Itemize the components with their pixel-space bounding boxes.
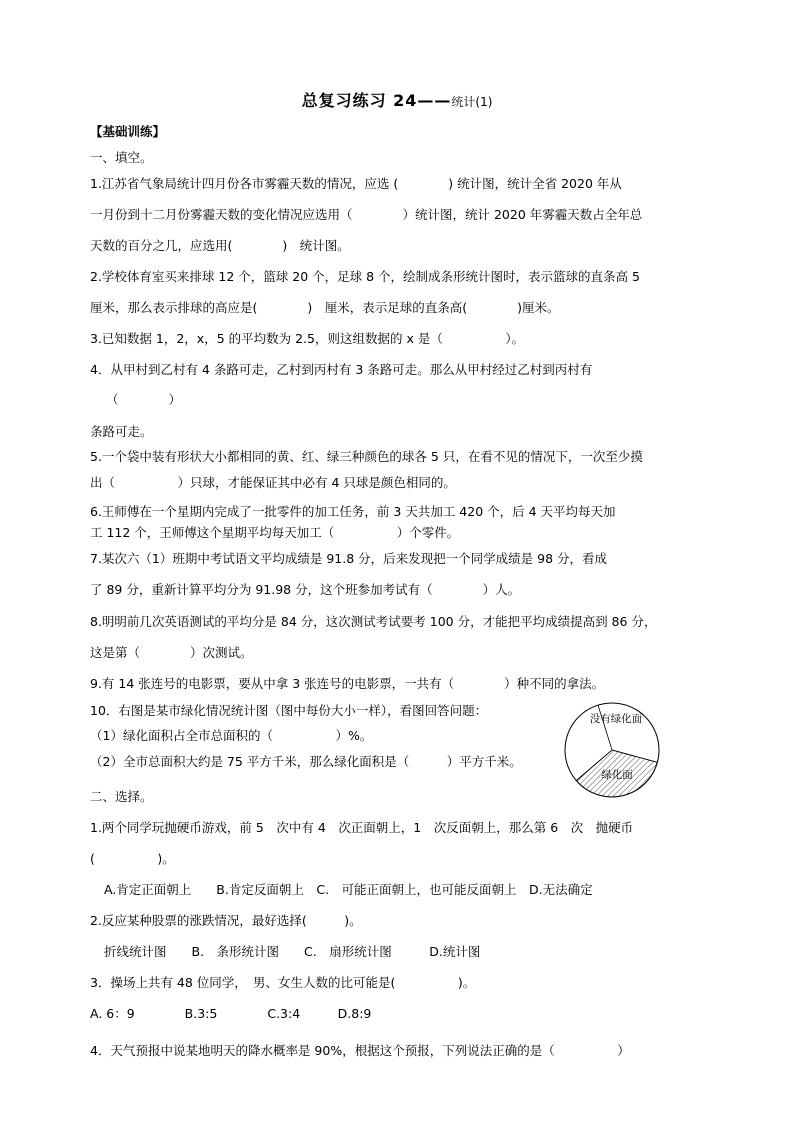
choice1-line1: 1.两个同学玩抛硬币游戏，前 5 次中有 4 次正面朝上，1 次反面朝上，那么第 6 次 抛硬币	[90, 820, 634, 835]
q4-line2: （ ）	[106, 392, 182, 407]
q7-line2: 了 89 分，重新计算平均分为 91.98 分，这个班参加考试有（ ）人。	[90, 582, 521, 597]
pie-label-non-greening: 没有绿化面	[589, 713, 643, 725]
pie-label-greening: 绿化面	[601, 769, 633, 781]
q10-line1: 10．右图是某市绿化情况统计图（图中每份大小一样），看图回答问题：	[90, 703, 488, 718]
q6-line2: 工 112 个，王师傅这个星期平均每天加工（ ）个零件。	[90, 525, 460, 540]
part1-heading: 一、填空。	[90, 150, 153, 165]
q5-line1: 5.一个袋中装有形状大小都相同的黄、红、绿三种颜色的球各 5 只，在看不见的情况下，一次至少摸	[90, 449, 643, 464]
title-main: 总复习练习 24——	[301, 91, 452, 110]
q8-line1: 8.明明前几次英语测试的平均分是 84 分，这次测试考试要考 100 分，才能把平均成绩提高到 86 分，	[90, 614, 657, 629]
choice1-line2: ( )。	[90, 851, 175, 866]
choice3-line: 3．操场上共有 48 位同学， 男、女生人数的比可能是( )。	[90, 975, 476, 990]
title-sub: 统计(1)	[451, 95, 493, 109]
q10-line3: （2）全市总面积大约是 75 平方千米，那么绿化面积是（ ）平方千米。	[90, 754, 522, 769]
choice4-line: 4．天气预报中说某地明天的降水概率是 90%，根据这个预报，下列说法正确的是（ ）	[90, 1043, 630, 1058]
q10-line2: （1）绿化面积占全市总面积的（ ）%。	[90, 728, 373, 743]
q4-line1: 4．从甲村到乙村有 4 条路可走，乙村到丙村有 3 条路可走。那么从甲村经过乙村到丙村有	[90, 362, 593, 377]
page-title	[0, 88, 794, 111]
choice2-options: 折线统计图 B. 条形统计图 C. 扇形统计图 D.统计图	[104, 944, 481, 959]
q3-line: 3.已知数据 1，2，x，5 的平均数为 2.5，则这组数据的 x 是（ ）。	[90, 331, 525, 346]
q7-line1: 7.某次六（1）班期中考试语文平均成绩是 91.8 分，后来发现把一个同学成绩是 98 分，看成	[90, 551, 608, 566]
q2-line2: 厘米，那么表示排球的高应是( ) 厘米，表示足球的直条高( )厘米。	[90, 300, 560, 315]
q1-line3: 天数的百分之几，应选用( ) 统计图。	[90, 238, 350, 253]
part2-heading: 二、选择。	[90, 789, 153, 804]
q2-line1: 2.学校体育室买来排球 12 个，篮球 20 个，足球 8 个，绘制成条形统计图时，表示篮球的直条高 5	[90, 269, 640, 284]
q4-line3: 条路可走。	[90, 424, 153, 439]
greening-pie-chart	[562, 700, 662, 800]
section-basic-heading: 【基础训练】	[90, 124, 166, 139]
choice2-line: 2.反应某种股票的涨跌情况，最好选择( )。	[90, 913, 362, 928]
q1-line1: 1.江苏省气象局统计四月份各市雾霾天数的情况，应选 ( ) 统计图，统计全省 2020 年从	[90, 176, 622, 191]
q6-line1: 6.王师傅在一个星期内完成了一批零件的加工任务，前 3 天共加工 420 个，后 4 天平均每天加	[90, 504, 616, 519]
q8-line2: 这是第（ ）次测试。	[90, 645, 253, 660]
q5-line2: 出（ ）只球，才能保证其中必有 4 只球是颜色相同的。	[90, 475, 456, 490]
q1-line2: 一月份到十二月份雾霾天数的变化情况应选用（ ）统计图，统计 2020 年雾霾天数占全年总	[90, 207, 643, 222]
choice1-options: A.肯定正面朝上 B.肯定反面朝上 C. 可能正面朝上，也可能反面朝上 D.无法确定	[104, 882, 593, 897]
q9-line: 9.有 14 张连号的电影票，要从中拿 3 张连号的电影票，一共有（ ）种不同的拿法。	[90, 676, 605, 691]
choice3-options: A. 6：9 B.3:5 C.3:4 D.8:9	[90, 1006, 372, 1021]
